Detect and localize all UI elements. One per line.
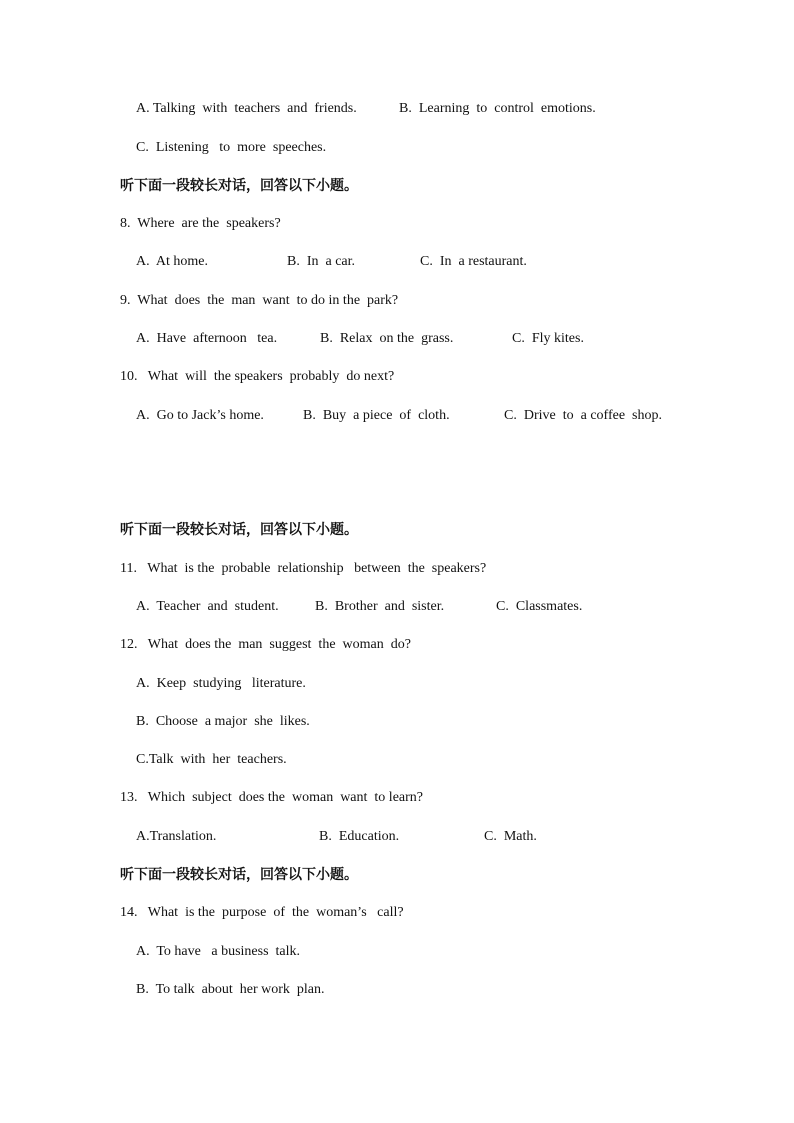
question-stem: 13. Which subject does the woman want to learn? <box>120 790 423 805</box>
option-text: B. Relax on the grass. <box>320 331 454 346</box>
option-text: A. To have a business talk. <box>136 944 301 959</box>
option-text: B. In a car. <box>287 254 356 269</box>
option-text: A.Translation. <box>136 829 217 844</box>
option-text: C. Drive to a coffee shop. <box>504 408 662 423</box>
option-text: C.Talk with her teachers. <box>136 752 287 767</box>
option-text: C. Classmates. <box>496 599 583 614</box>
question-stem: 12. What does the man suggest the woman do? <box>120 637 411 652</box>
option-text: B. To talk about her work plan. <box>136 982 325 997</box>
option-text: C. Listening to more speeches. <box>136 140 327 155</box>
section-heading: 听下面一段较长对话，回答以下小题。 <box>120 867 358 883</box>
question-stem: 9. What does the man want to do in the park? <box>120 293 399 308</box>
option-text: B. Education. <box>319 829 400 844</box>
section-heading: 听下面一段较长对话，回答以下小题。 <box>120 178 358 194</box>
option-text: B. Learning to control emotions. <box>399 101 596 116</box>
section-heading: 听下面一段较长对话，回答以下小题。 <box>120 522 358 538</box>
option-text: B. Choose a major she likes. <box>136 714 310 729</box>
option-text: C. Fly kites. <box>512 331 584 346</box>
option-text: A. Have afternoon tea. <box>136 331 278 346</box>
option-text: C. Math. <box>484 829 537 844</box>
question-stem: 10. What will the speakers probably do next? <box>120 369 395 384</box>
question-stem: 14. What is the purpose of the woman’s call? <box>120 905 404 920</box>
option-text: A. Teacher and student. <box>136 599 279 614</box>
option-text: A. Talking with teachers and friends. <box>136 101 357 116</box>
option-text: C. In a restaurant. <box>420 254 527 269</box>
option-text: A. At home. <box>136 254 208 269</box>
option-text: B. Brother and sister. <box>315 599 445 614</box>
option-text: A. Keep studying literature. <box>136 676 306 691</box>
question-stem: 11. What is the probable relationship between the speakers? <box>120 561 487 576</box>
option-text: B. Buy a piece of cloth. <box>303 408 450 423</box>
option-text: A. Go to Jack’s home. <box>136 408 264 423</box>
question-stem: 8. Where are the speakers? <box>120 216 281 231</box>
